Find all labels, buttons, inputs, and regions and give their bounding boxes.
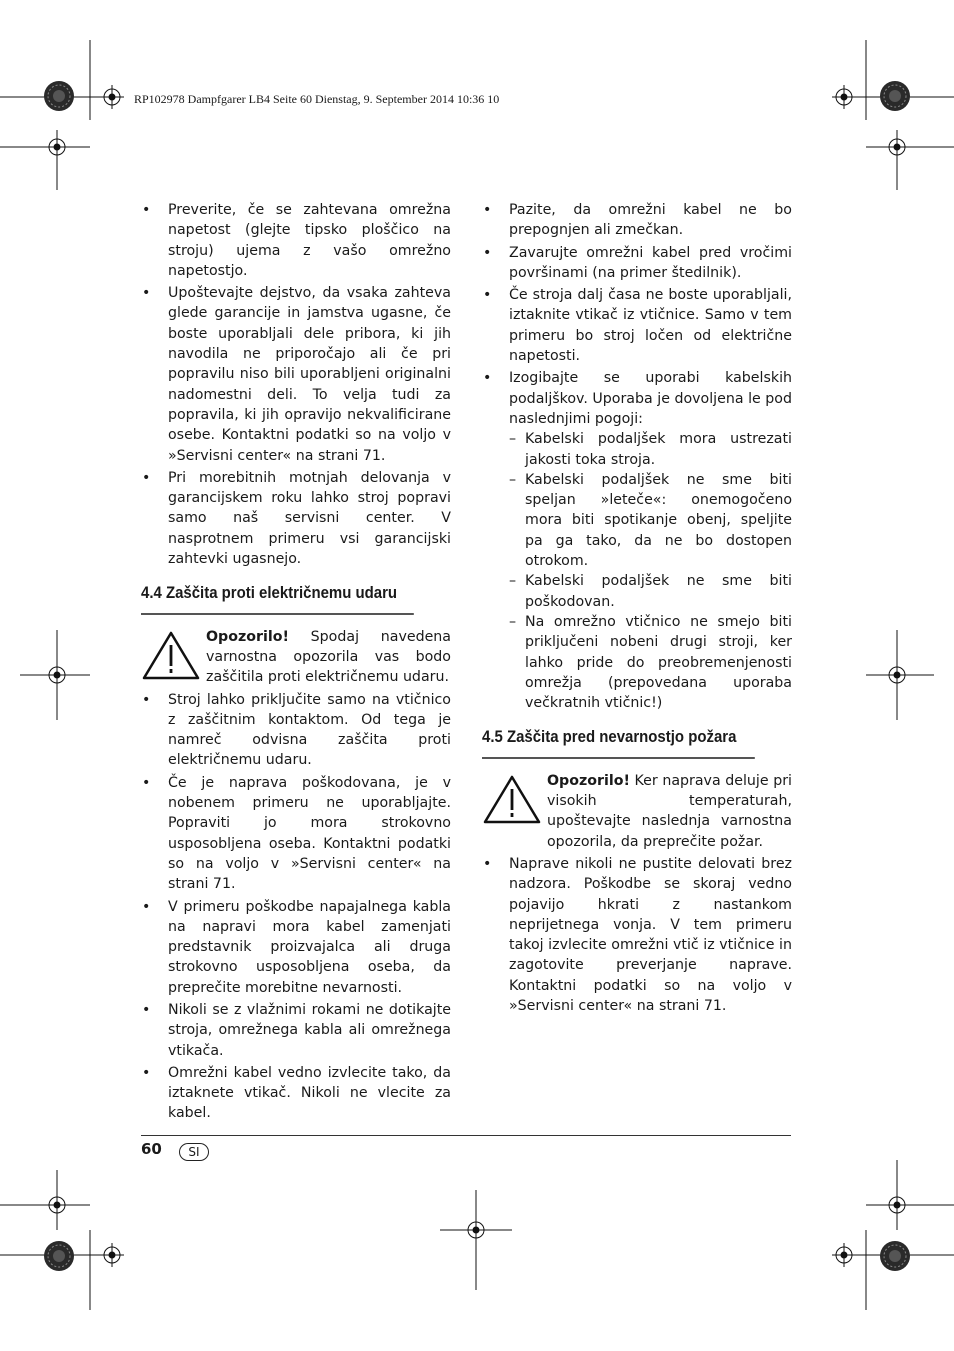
list-item: • Zavarujte omrežni kabel pred vročimi površinami (na primer štedilnik). (482, 243, 792, 284)
warning-box-electric-shock (141, 627, 451, 688)
warning-text (547, 771, 792, 852)
list-item: • Omrežni kabel vedno izvlecite tako, da iztaknete vtikač. Nikoli ne vlecite za kabel. (141, 1063, 451, 1124)
footer-rule (141, 1135, 791, 1136)
list-item: • Naprave nikoli ne pustite delovati brez nadzora. Poškodbe se skoraj vedno pojavijo hkrati z nastankom neprijetnega vonja. V tem primeru takoj izvlecite omrežni vtič iz vtičnice in zagotovite preverjanje naprave. Kontaktni podatki so na voljo v »Servisni center« na strani 71. (482, 854, 792, 1016)
extension-conditions (509, 429, 792, 713)
extension-intro: Izogibajte se uporabi kabelskih podaljškov. Uporaba je dovoljena le pod naslednjimi pogoji: (509, 370, 792, 427)
warning-body: Ker naprava deluje pri visokih temperaturah, upoštevajte naslednja varnostna opozorila, da preprečite požar. (547, 772, 792, 850)
warning-triangle-icon (482, 773, 547, 825)
language-badge: SI (179, 1143, 209, 1161)
list-item: • Upoštevajte dejstvo, da vsaka zahteva glede garancije in jamstva ugasne, če boste uporabljali dele pribora, ki jih navodila ne priporočajo ali če pri popravilu niso bili uporabljeni originalni nadomestni deli. To velja tudi za popravila, ki jih opravijo nekvalificirane osebe. Kontaktni podatki so na voljo v »Servisni center« na strani 71. (141, 283, 451, 466)
list-item: • Pazite, da omrežni kabel ne bo prepognjen ali zmečkan. (482, 200, 792, 241)
warning-box-fire (482, 771, 792, 852)
print-header: RP102978 Dampfgarer LB4 Seite 60 Dienstag, 9. September 2014 10:36 10 (134, 92, 500, 106)
list-item (482, 368, 792, 713)
list-item: • Preverite, če se zahtevana omrežna napetost (glejte tipsko ploščico na stroju) ujema z vašo omrežno napetostjo. (141, 200, 451, 281)
condition-item: – Kabelski podaljšek ne sme biti poškodovan. (509, 571, 792, 612)
list-item: • Če je naprava poškodovana, je v nobenem primeru ne uporabljajte. Popraviti jo mora strokovno usposobljena oseba. Kontaktni podatki so na voljo v »Servisni center« na strani 71. (141, 773, 451, 895)
warning-body: Spodaj navedena varnostna opozorila vas bodo zaščitila proti električnemu udaru. (206, 628, 451, 686)
list-item: • Če stroja dalj časa ne boste uporabljali, iztaknite vtikač iz vtičnice. Samo v tem primeru bo stroj ločen od električne napetosti. (482, 285, 792, 366)
warning-text (206, 627, 451, 688)
left-bullet-list-2 (141, 690, 451, 1124)
section-title-electric-shock: 4.4 Zaščita proti električnemu udaru (141, 583, 414, 614)
left-bullet-list (141, 200, 451, 569)
right-bullet-list (482, 200, 792, 366)
condition-item: – Kabelski podaljšek ne sme biti speljan »leteče«: onemogočeno mora biti spotikanje obenj, speljite pa ga tako, da ne bo dostopen otrokom. (509, 470, 792, 571)
right-column (482, 200, 792, 1018)
left-column (141, 200, 451, 1126)
list-item: • Pri morebitnih motnjah delovanja v garancijskem roku lahko stroj popravi samo naš servisni center. V nasprotnem primeru vsi garancijski zahtevki ugasnejo. (141, 468, 451, 569)
section-title-fire: 4.5 Zaščita pred nevarnostjo požara (482, 727, 755, 758)
warning-triangle-icon (141, 629, 206, 681)
list-item: • Stroj lahko priključite samo na vtičnico z zaščitnim kontaktom. Od tega je namreč odvisna zaščita proti električnemu udaru. (141, 690, 451, 771)
condition-item: – Kabelski podaljšek mora ustrezati jakosti toka stroja. (509, 429, 792, 470)
list-item: • Nikoli se z vlažnimi rokami ne dotikajte stroja, omrežnega kabla ali omrežnega vtikača. (141, 1000, 451, 1061)
condition-item: – Na omrežno vtičnico ne smejo biti priključeni nobeni drugi stroji, ker lahko pride do preobremenjenosti omrežja (prepovedana uporaba večkratnih vtičnic!) (509, 612, 792, 713)
warning-label: Opozorilo! (547, 772, 630, 789)
extension-bullet-list (482, 368, 792, 713)
page-number: 60 (141, 1140, 162, 1158)
list-item: • V primeru poškodbe napajalnega kabla na napravi mora kabel zamenjati predstavnik proizvajalca ali druga strokovno usposobljena oseba, da preprečite morebitne nevarnosti. (141, 897, 451, 998)
right-bullet-list-2 (482, 854, 792, 1016)
warning-label: Opozorilo! (206, 628, 289, 645)
